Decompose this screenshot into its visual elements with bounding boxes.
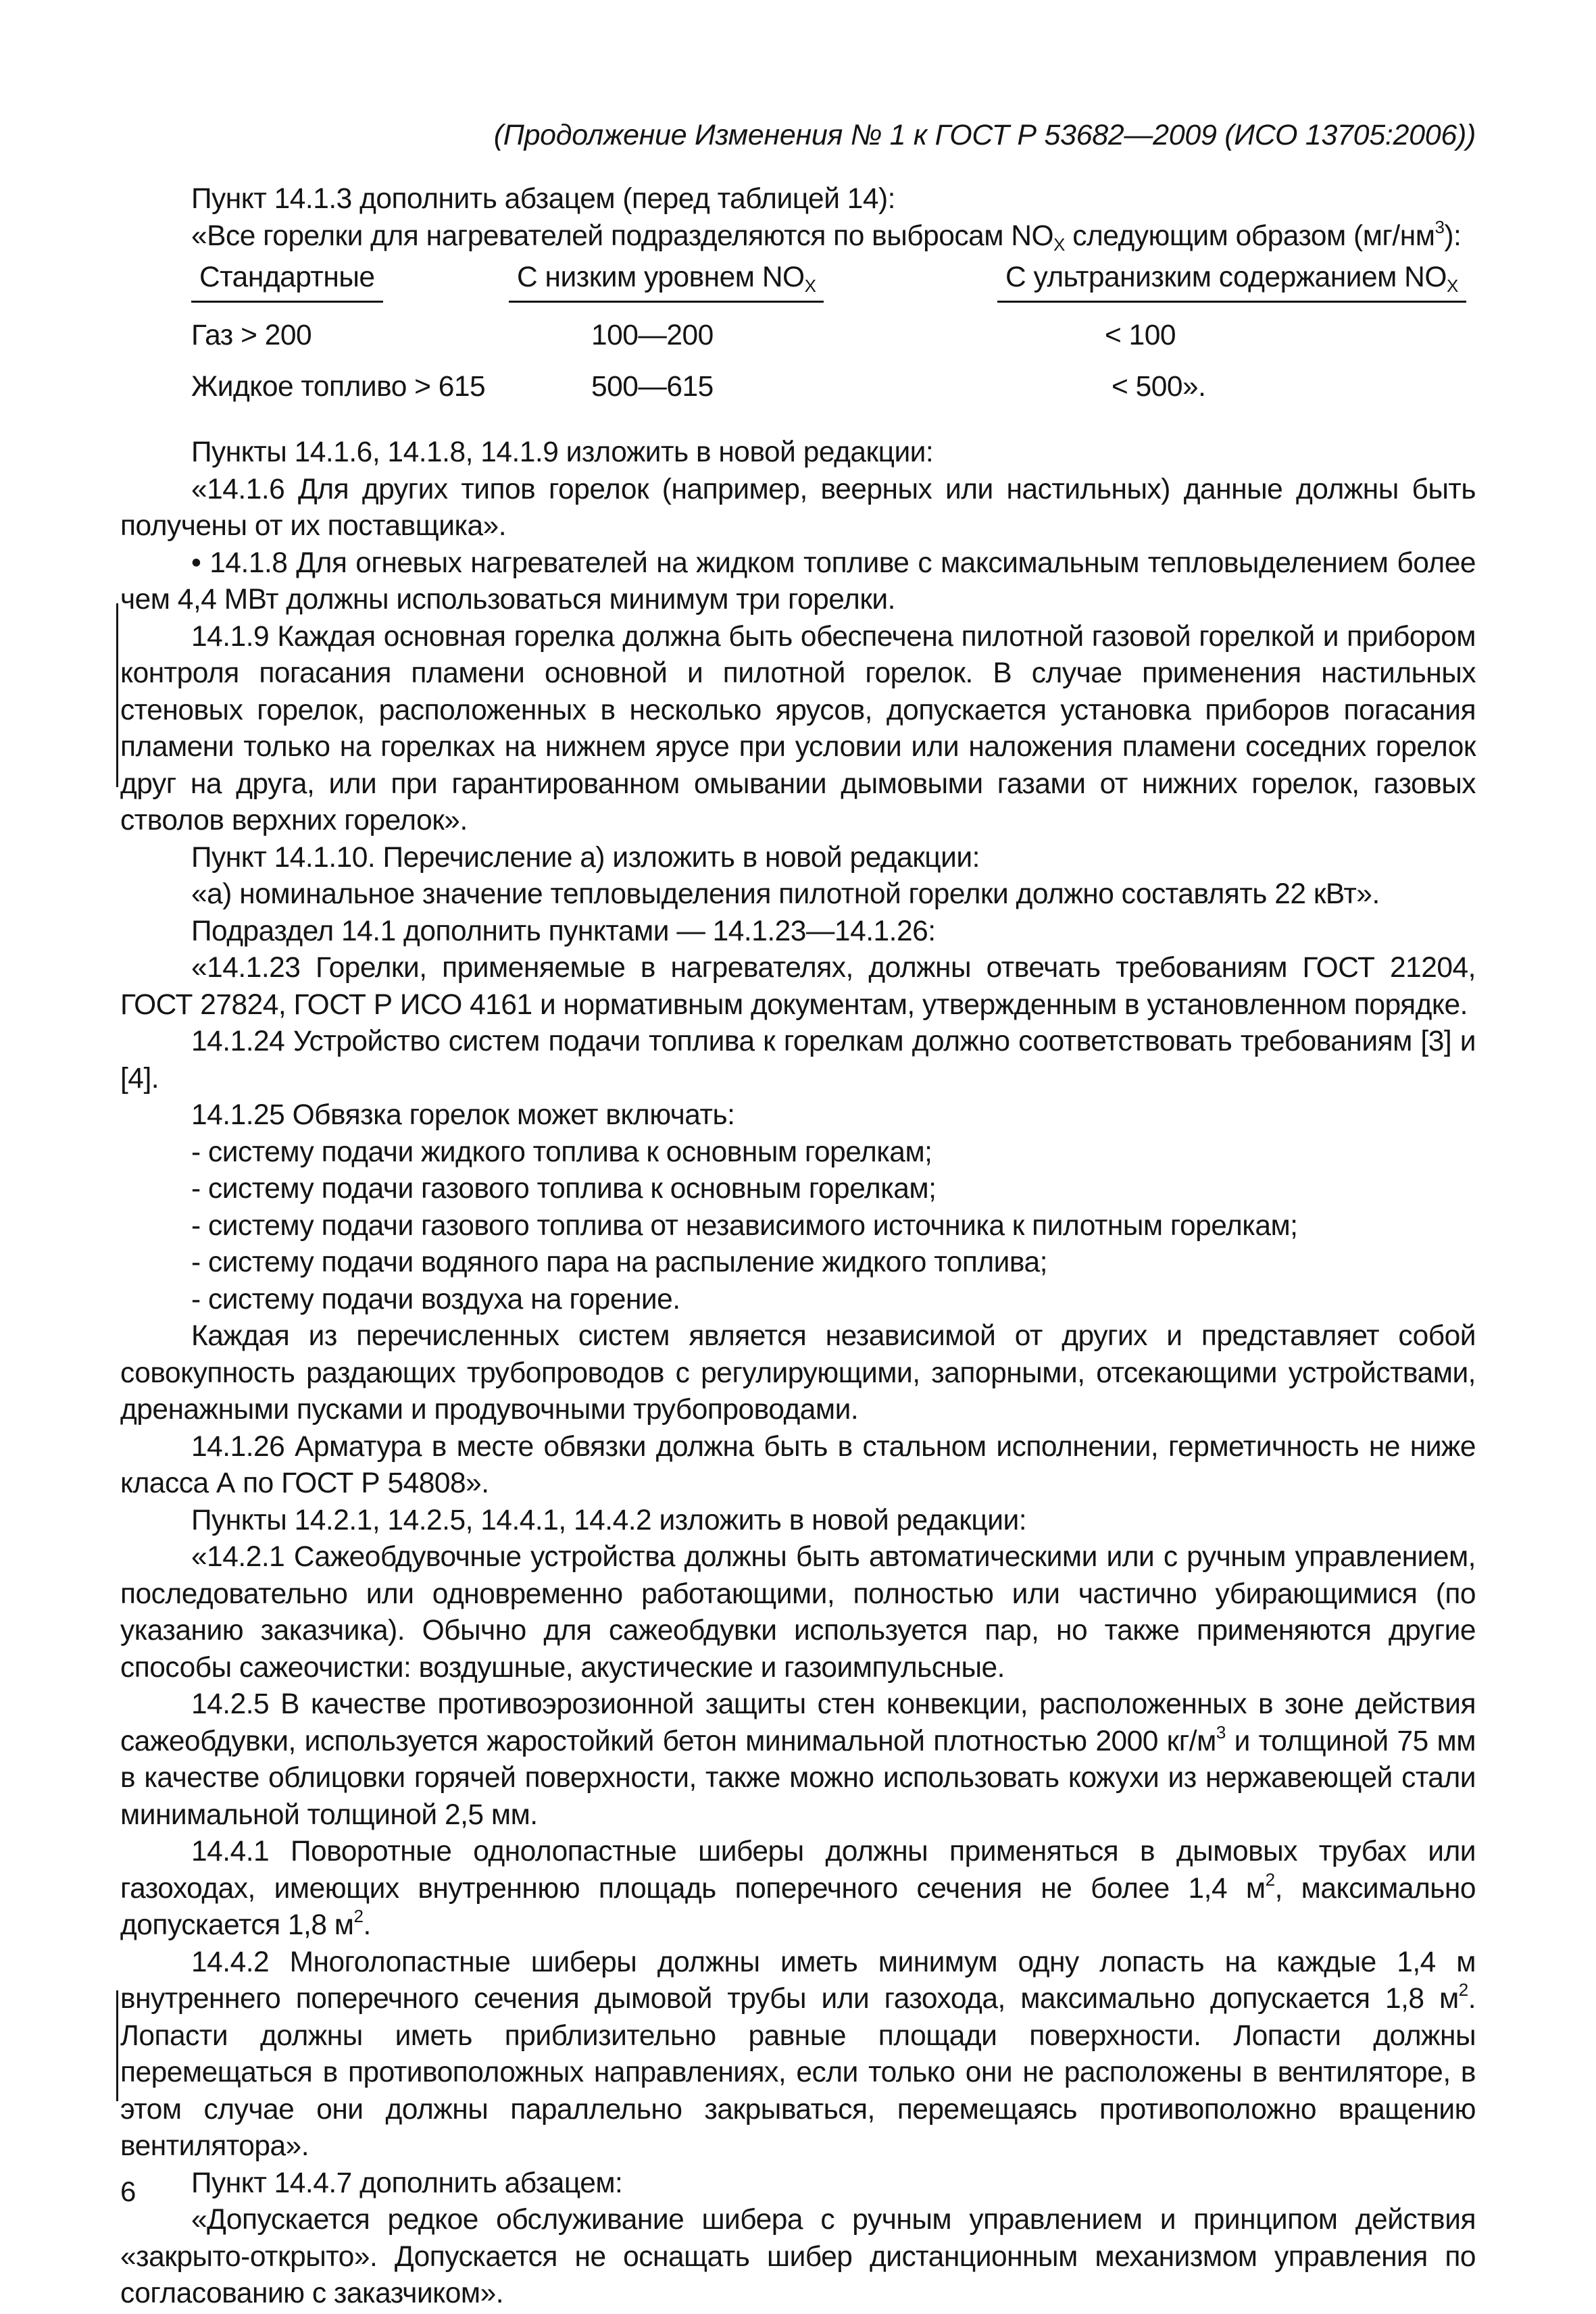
paragraph: Пункты 14.2.1, 14.2.5, 14.4.1, 14.4.2 изложить в новой редакции: xyxy=(191,1504,1027,1536)
paragraph: Пункт 14.4.7 дополнить абзацем: xyxy=(191,2167,623,2199)
superscript: 2 xyxy=(1458,1980,1468,2000)
text: . Лопасти должны иметь приблизительно равные площади поверхности. Лопасти должны перемещаться в противоположных направлениях, если только они не расположены в вентиляторе, в этом случае они должны параллельно закрываться, перемещаясь противоположно вращению вентилятора». xyxy=(120,1983,1476,2162)
text: «Все горелки для нагревателей подразделяются по выбросам NO xyxy=(191,220,1054,252)
paragraph: 14.1.9 Каждая основная горелка должна быть обеспечена пилотной газовой горелкой и прибором контроля погасания пламени основной и пилотной горелок. В случае применения настильных стеновых горелок, расположенных в несколько ярусов, допускается установка приборов погасания пламени только на горелках на нижнем ярусе при условии или наложения пламени соседних горелок друг на друга, или при гарантированном омывании дымовыми газами от нижних горелок, газовых стволов верхних горелок». xyxy=(120,620,1476,836)
paragraph: «14.2.1 Сажеобдувочные устройства должны быть автоматическими или с ручным управлением, последовательно или одновременно работающими, полностью или частично убирающимися (по указанию заказчика). Обычно для сажеобдувки используется пар, но также применяются другие способы сажеочистки: воздушные, акустические и газоимпульсные. xyxy=(120,1541,1476,1684)
superscript: 2 xyxy=(1265,1869,1275,1890)
table-header: Стандартные xyxy=(191,259,383,303)
text: 14.2.5 В качестве противоэрозионной защиты стен конвекции, расположенных в зоне действия сажеобдувки, используется жаростойкий бетон минимальной плотностью 2000 кг/м xyxy=(120,1688,1476,1757)
superscript: 3 xyxy=(1435,216,1445,237)
table-cell: Жидкое топливо > 615 xyxy=(191,371,486,403)
paragraph: Пункт 14.1.10. Перечисление а) изложить в новой редакции: xyxy=(191,841,980,874)
paragraph: Пункты 14.1.6, 14.1.8, 14.1.9 изложить в новой редакции: xyxy=(191,436,934,468)
paragraph: 14.1.24 Устройство систем подачи топлива к горелкам должно соответствовать требованиям [3] и [4]. xyxy=(120,1026,1476,1095)
text: 14.4.1 Поворотные однолопастные шиберы должны применяться в дымовых трубах или газоходах, имеющих внутреннюю площадь поперечного сечения не более 1,4 м xyxy=(120,1836,1476,1905)
table-cell: < 500». xyxy=(1112,371,1206,403)
text: и толщиной 75 мм в качестве облицовки горячей поверхности, также можно использовать кожухи из нержавеющей стали минимальной толщиной 2,5 мм. xyxy=(120,1725,1476,1831)
nox-emissions-table xyxy=(120,259,1476,429)
paragraph: 14.1.25 Обвязка горелок может включать: xyxy=(191,1099,735,1131)
list-item: - систему подачи жидкого топлива к основным горелкам; xyxy=(191,1136,932,1168)
document-body xyxy=(120,181,1476,2313)
text: ): xyxy=(1444,220,1462,252)
paragraph xyxy=(120,1944,1476,2165)
text: С низким уровнем NO xyxy=(517,261,805,293)
list-item: - систему подачи воздуха на горение. xyxy=(191,1283,680,1315)
table-header xyxy=(997,259,1466,303)
text: С ультранизким содержанием NO xyxy=(1005,261,1447,293)
paragraph: Пункт 14.1.3 дополнить абзацем (перед таблицей 14): xyxy=(191,183,895,215)
paragraph: «Допускается редкое обслуживание шибера с ручным управлением и принципом действия «закрыто-открыто». Допускается не оснащать шибер дистанционным механизмом управления по согласованию с заказчиком». xyxy=(120,2204,1476,2309)
text: . xyxy=(363,1909,371,1941)
table-header xyxy=(509,259,824,303)
subscript: X xyxy=(1053,234,1065,255)
change-bar xyxy=(116,603,118,787)
table-cell: Газ > 200 xyxy=(191,320,312,351)
list-item: - систему подачи газового топлива к основным горелкам; xyxy=(191,1173,937,1205)
subscript: X xyxy=(1446,276,1458,296)
table-cell: 500—615 xyxy=(591,371,714,403)
subscript: X xyxy=(804,276,816,296)
superscript: 3 xyxy=(1216,1721,1226,1742)
text: 14.4.2 Многолопастные шиберы должны иметь минимум одну лопасть на каждые 1,4 м внутреннего поперечного сечения дымовой трубы или газохода, максимально допускается 1,8 м xyxy=(120,1946,1476,2015)
list-item: - систему подачи газового топлива от независимого источника к пилотным горелкам; xyxy=(191,1209,1298,1242)
paragraph: «14.1.6 Для других типов горелок (например, веерных или настильных) данные должны быть получены от их поставщика». xyxy=(120,473,1476,542)
running-header: (Продолжение Изменения № 1 к ГОСТ Р 53682—2009 (ИСО 13705:2006)) xyxy=(493,119,1476,151)
paragraph xyxy=(120,1834,1476,1944)
paragraph xyxy=(120,1686,1476,1834)
text: следующим образом (мг/нм xyxy=(1064,220,1435,252)
list-item: - систему подачи водяного пара на распыление жидкого топлива; xyxy=(191,1247,1047,1278)
table-cell: < 100 xyxy=(1105,320,1176,351)
text: , максимально допускается 1,8 м xyxy=(120,1872,1476,1941)
table-cell: 100—200 xyxy=(591,320,714,351)
paragraph: «а) номинальное значение тепловыделения пилотной горелки должно составлять 22 кВт». xyxy=(191,878,1380,910)
paragraph: • 14.1.8 Для огневых нагревателей на жидком топливе с максимальным тепловыделением более чем 4,4 МВт должны использоваться минимум три горелки. xyxy=(120,547,1476,615)
superscript: 2 xyxy=(353,1906,364,1926)
paragraph: 14.1.26 Арматура в месте обвязки должна быть в стальном исполнении, герметичность не ниже класса А по ГОСТ Р 54808». xyxy=(120,1430,1476,1499)
paragraph xyxy=(120,218,1476,255)
page-number: 6 xyxy=(120,2175,136,2207)
paragraph: «14.1.23 Горелки, применяемые в нагревателях, должны отвечать требованиям ГОСТ 21204, ГОСТ 27824, ГОСТ Р ИСО 4161 и нормативным документам, утвержденным в установленном порядке. xyxy=(120,952,1476,1021)
change-bar xyxy=(116,1990,118,2101)
paragraph: Каждая из перечисленных систем является независимой от других и представляет собой совокупность раздающих трубопроводов с регулирующими, запорными, отсекающими устройствами, дренажными пусками и продувочными трубопроводами. xyxy=(120,1320,1476,1426)
paragraph: Подраздел 14.1 дополнить пунктами — 14.1.23—14.1.26: xyxy=(191,915,936,947)
